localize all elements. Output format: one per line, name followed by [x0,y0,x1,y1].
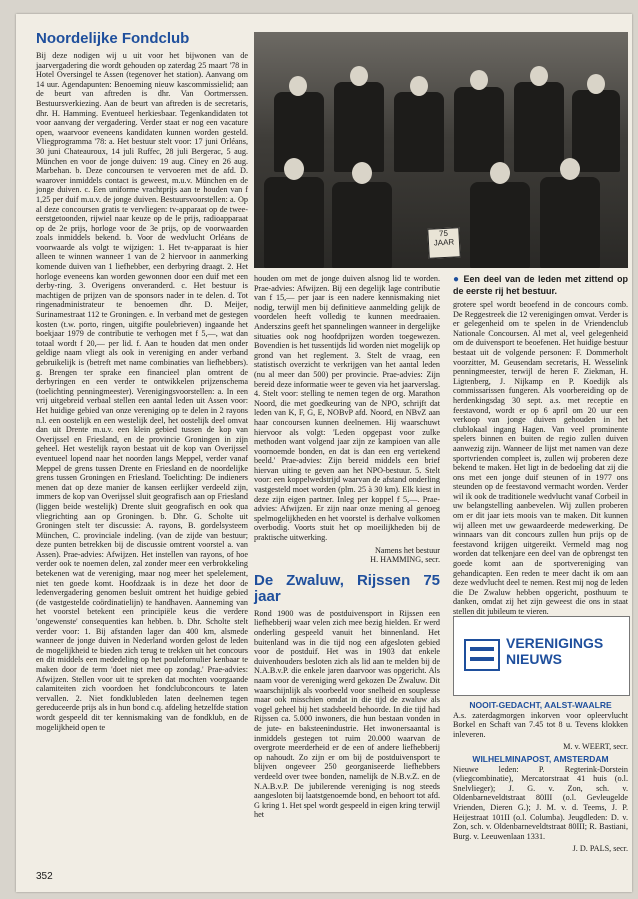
news-body-nooit-gedacht: A.s. zaterdagmorgen inkorven voor opleervlucht Borkel en Schaft van 7.45 tot 8 u. Tevens klokken inleveren. [453,710,628,739]
logo-line1: VERENIGINGS [506,635,604,651]
article-body-col3: grotere spel wordt beoefend in de concours comb. De Reggestreek die 12 verenigingen omvat. Verder is er gelegenheid om te spelen in de Vriendenclub Nationale Concoursen. Al met al, veel gelegenheid om de duivensport te beoefenen. Het huidige bestuur bestaat uit de volgende personen: F. Dommerholt voorzitter, M. Geusendam secretaris, H. Wesselink penningmeester, terwijl de heren F. Ziekman, H. Ligtenberg, J. Nijkamp en P. Koedijk als commissarissen fungeren. Als voorbereiding op de herdenkingsdag 30 sept. a.s. met receptie en feestavond, wordt er op 6 april om 20 uur een verkoop van jonge duiven gehouden in het clublokaal ingang Hagen. Van veel prominente spelers binnen en buiten de regio zullen duiven aanwezig zijn. Wanneer de lijst met namen van deze sportvrienden compleet is, zullen wij proberen deze bekend te maken. Het ligt in de bedoeling dat zij die ons met een jonge duif steunen of in 1977 ons steunden op de feestavond vermacht worden. Verder wil ik ook de traditionele wedvlucht vanaf Corbeil in uw belangstelling aanbevelen. Wij zullen proberen om er dit jaar iets moois van te maken. Dit kunnen wij alleen met uw gewaardeerde medewerking. De winnaars van dit concours zullen hun prijs op de feestavond krijgen uitgereikt. Vermeld mag nog worden dat telkenjare een deel van de opbrengst ten goede komt aan de sportvereniging van gehandicapten. Een reden te meer dacht ik om aan deze wedvlucht deel te nemen. Rest mij nog de leden die De Zwaluw hebben opgericht, posthuum te danken, omdat zij het zijn geweest die ons in staat stellen dit jubileum te vieren. [453,300,628,616]
sign-number: 75 [438,228,449,239]
page-number: 352 [36,871,53,882]
bullet-icon: ● [453,274,461,285]
anniversary-sign [427,227,461,259]
article-title: Noordelijke Fondclub [36,30,190,47]
news-signature-pals: J. D. PALS, secr. [572,844,628,854]
article-noordelijke-fondclub [36,30,248,732]
logo-text [506,635,603,667]
news-title-wilhelminapost: WILHELMINAPOST, AMSTERDAM [472,753,609,764]
article-column-2 [254,274,440,820]
article-title-zwaluw: De Zwaluw, Rijssen 75 jaar [254,571,440,605]
logo-mark-icon [464,639,500,671]
caption-text: Een deel van de leden met zittend op de eerste rij het bestuur. [453,274,628,296]
article-column-3 [453,274,628,630]
verenigings-nieuws-logo [453,616,630,696]
article-body-zwaluw: Rond 1900 was de postduivensport in Rijssen een liefhebberij waar velen zich mee bezig hielden. Er werd onderling gespeeld vanuit het binnenland. Het buitenland was in die tijd nog een afgesloten gebied voor de postduif. Het was in 1903 dat enkele duivenhouders besloten zich als lid aan te melden bij de N.A.B.v.P. die enkele jaren daarvoor was opgericht. Als naam voor de vereniging werd gekozen De Zwaluw. Dit waarschijnlijk als voorbeeld voor snelheid en souplesse maar ook misschien omdat in die tijd de zwaluw als vogel geheel bij het stadsbeeld behoorde. In die tijd had Rijssen ca. 5.000 inwoners, die hun bestaan vonden in de jute- en baksteenindustrie. Het inwonersaantal is inmiddels gestegen tot ruim 20.000 waarvan de overgrote meerderheid er de een of andere liefhebberij op nahoudt. Zo zijn er om bij de postduivensport te blijven ongeveer 250 georganiseerde liefhebbers verdeeld over twee bonden, namelijk de N.B.v.Z. en de N.A.B.v.P. De jubilerende vereniging is nog steeds aangesloten bij laatstgenoemde bond, en behoort tot afd. G kring 1. Het spel wordt gespeeld in eigen kring terwijl het [254,608,440,820]
news-body-wilhelminapost: Nieuwe leden: P. Regterink-Dorstein (vliegcombinatie), Mercatorstraat 41 huis (o.l. Snelvlieger); J. G. v. Zon, sch. v. Oldenbarneveldtstraat 80III (o.l. Gevleugelde Vrienden, Dieren G.); J. M. v. d. Teems, J. P. Heijestraat 101II (o.l. Columba). Jeugdleden: D. v. Zon, sch. v. Oldenbarneveldtstraat 80III; R. Bastiani, Burg. v. Leeuwenlaan 1331. [453,764,628,841]
photo-caption [453,274,628,296]
article-body-col1: Bij deze nodigen wij u uit voor het bijwonen van de jaarvergadering die wordt gehouden op zaterdag 25 maart '78 in Hotel Oversingel te Assen (tegenover het station). Aanvang om 14 uur. Agendapunten: Benoeming nieuw kascommissielid; aan de beurt van aftreden is dhr. Van Oortmerssen. Bestuursverkiezing. Aan de beurt van aftreden is de secretaris, dhr. H. Hamming. Eventueel herkiesbaar. Tegenkandidaten tot voor aanvang der vergadering. Verder staat er nog een vacature open, waarvoor eveneens kandidaten kunnen worden gesteld. Vliegprogramma '78: a. Het bestuur stelt voor: 17 juni Orléans, 30 juni Chateauroux, 14 juli Ruffec, 28 juli Bergerac, 5 aug. München en voor de jonge duiven: 19 aug. Ciney en 26 aug. Marbehan. b. Deze concoursen te vervoeren met de afd. D. waarover inmiddels contact is geweest, m.u.v. München en de jonge duiven. c. Een uniforme vrachtprijs aan te houden van f 1,25 per duif m.u.v. de jonge duiven. Bestuursvoorstellen: a. Op al deze concoursen gratis te vervliegen: tv-apparaat op de twee-eerstgetoonden, rijwiel naar keuze op de le prijs, radioapparaat op de 2e prijs, horloge voor de 3e prijs, op de voorwaarden zoals inmiddels bekend. b. Voor de wedvlucht Orléans de voorwaarde als volgt te wijzigen: 1. Het tv-apparaat is hier alleen te winnen wanneer 1 van de 2 hiervoor in aanmerking komende duiven van 1 liefhebber, een derbyring draagt. 2. Het horloge eveneens kan worden gewonnen door een duif met een derby-ring. 3. Overigens onveranderd. c. Het bestuur is machtigen de prijzen van de sponsors nader in te delen. d. Tot ringenadministrateur te benoemen dhr. D. Meijer, Surinamestraat 112 te Groningen. e. In verband met de gestegen kosten (t.w. porto, ringen, uitgifte poulebrieven) ingaande het boekjaar 1979 de contributie te verhogen met f 5,—, wat dan totaal wordt f 20,— per lid. f. Aan te houden dat men onder geldige naam vliegt als ook in vereniging en ander verband gebruikelijk is (betreft met name combinaties van liefhebbers). g. Brengen ter sprake een financieel plan omtrent de derbyringen en een verder te ontwikkelen prijzenschema (toelichting penningmeester). Verenigingsvoorstellen: a. In een vrij uitgebreid verbaal stellen een aantal leden uit Assen voor: Het huidige gebied van onze vereniging op te delen in 2 rayons n.l. een oostelijk en een westelijk deel, het oostelijk deel omvat dan uit Drente m.u.v. een klein gebied tussen de kop van Overijssel en Friesland, en de provincie Groningen in zijn geheel. Het westelijk rayon bestaat uit de kop van Overijssel eventueel lopend naar het noorden langs Meppel, verder vanaf Meppel de grens tussen Drente en Friesland en de noordelijke grens tussen Groningen en Friesland. Toelichting: De indieners menen dat op deze manier de kansen eerlijker verdeeld zijn, immers de kop van Overijssel sluit geografisch aan op Friesland (liggen beide westelijk) Drente sluit geografisch en ook qua vliegrichting aan op Groningen. b. Dhr. G. Scholte uit Groningen stelt ter discussie: A. rayons, B. gordelsysteem München, C. provinciale indeling. (van de zijde van bestuur; deze punten betrekken bij de discussie omtrent voorstel a. van Assen). Prae-advies: Afwijzen. Het instellen van rayons, of hoe verder ook te noemen delen, zal zonder meer een verbrokkeling betekenen wat de vereniging, maar nog meer het spelelement, niet ten goede komt. Hoofdzaak is in deze het door de ledenvergadering genomen besluit omtrent het huidige gebied (de vastgestelde coördinatielijn) te handhaven. Aanneming van het voorstel betekent een principiële keus die verdere 'ongewenste' consequenties kan hebben. b. Dhr. Scholte stelt verder voor: 1. Bij afstanden lager dan 400 km, alsmede wanneer de jonge duiven in Nederland worden gelost de leden de mogelijkheid te bieden zich terug te trekken uit het concours en dit middels een mededeling op het poulefornulier kenbaar te maken door de term 'doet niet mee op zondag.' Prae-advies: Afwijzen. Stellen voor uit te spreken dat mochten voorgaande calamiteiten zich voordoen het fondclubconcours te laten vervallen. 2. Niet fondklubleden laten deelnemen tegen gereduceerde prijs als in hun bond c.q. afdeling hetzelfde station wordt gespeeld dit ter kennismaking van de fondklub, en de mogelijkheid open te [36,51,248,732]
signature-name: H. HAMMING, secr. [370,555,440,565]
news-items [453,698,628,854]
article-body-col2: houden om met de jonge duiven alsnog lid te worden. Prae-advies: Afwijzen. Bij een degelijk lage contributie van f 15,— per jaar is een nadere kennismaking niet nodig, terwijl men bij definitieve aanmelding gelijk de voordelen heeft volledig te kunnen meedraaien. Anderszins geeft het spannelingen wanneer in dergelijke situaties ook nog hoofdprijzen worden toegewezen. Bovendien is het tussentijds lid worden niet mogelijk op grond van het reglement. 3. Stelt de vraag, een statistisch overzicht te verkrijgen van het aantal leden (nu al meer dan 500) per provincie. Prae-advies: Zijn bereid deze informatie weer te geven via het jaarverslag. 4. Stelt voor: stelling te nemen tegen de org. Marathon Noord, die met goedkeuring van de NPO, schrijft dat leden van K, F, G, E, NOBvP afd. Noord, en NBvZ aan haar concoursen kunnen deelnemen. Hij waarschuwt hiervoor als volgt: 'Leden opgepast voor zulke methoden want volgend jaar zijn ze kampioen van alle voornoemde bonden, en dat is dan een erg vertekend beeld.' Prae-advies: Zijn bereid middels een brief hiervan uiting te geven aan het NPO-bestuur. 5. Stelt voor: een koppelwedstrijd waarvan de afstand onderling vastgesteld moet worden (plm. 25 à 30 km). Elk kiest in deze zijn eigen partner. Inleg per koppel f 5,—. Prae-advies: Afwijzen. Er zijn naar onze mening al genoeg spelmogelijkheden en het voorstel is derhalve volkomen overbodig. Voorts stuit het op moeilijkheden bij de praktische uitwerking. [254,274,440,543]
magazine-page [16,14,632,892]
signature-label: Namens het bestuur [374,545,440,555]
news-signature-weert: M. v. WEERT, secr. [563,742,628,752]
group-photo [254,32,628,268]
logo-line2: NIEUWS [506,651,562,667]
sign-word: JAAR [433,237,455,248]
news-title-nooit-gedacht: NOOIT-GEDACHT, AALST-WAALRE [469,700,612,710]
